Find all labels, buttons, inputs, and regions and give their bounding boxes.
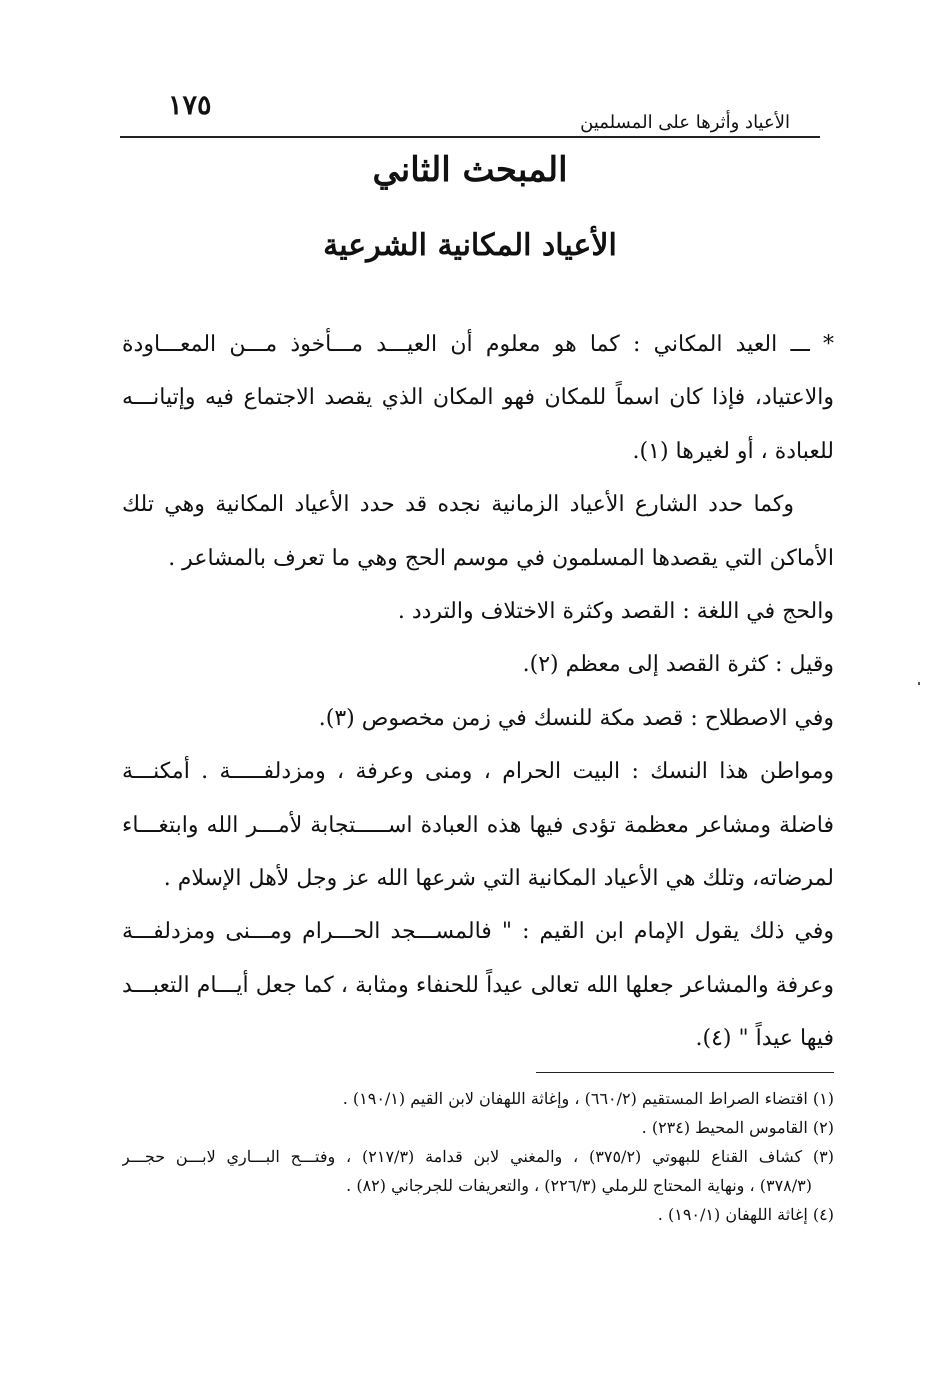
body-line: لمرضاته، وتلك هي الأعياد المكانية التي شرعها الله عز وجل لأهل الإسلام .: [163, 865, 834, 891]
body-line: للعبادة ، أو لغيرها (١).: [632, 438, 834, 464]
body-text: [122, 318, 834, 1065]
footnote: (٢) القاموس المحيط (٢٣٤) .: [641, 1118, 834, 1137]
body-line: والحج في اللغة : القصد وكثرة الاختلاف والتردد .: [397, 598, 834, 624]
running-head: الأعياد وأثرها على المسلمين: [580, 112, 790, 133]
footnote-separator: [536, 1072, 834, 1073]
footnote: (١) اقتضاء الصراط المستقيم (٦٦٠/٢) ، وإغاثة اللهفان لابن القيم (١٩٠/١) .: [342, 1089, 834, 1108]
scan-mark: [918, 682, 920, 685]
subsection-title: الأعياد المكانية الشرعية: [323, 228, 617, 263]
body-line: وكما حدد الشارع الأعياد الزمانية نجده قد حدد الأعياد المكانية وهي تلك: [122, 492, 794, 518]
header-rule: [120, 136, 820, 138]
footnote: (٤) إغاثة اللهفان (١٩٠/١) .: [657, 1205, 834, 1224]
body-line: ومواطن هذا النسك : البيت الحرام ، ومنى وعرفة ، ومزدلفـــــة . أمكنـــة: [122, 759, 834, 785]
page-header: [120, 88, 820, 138]
body-line: وفي ذلك يقول الإمام ابن القيم : " فالمســـجد الحـــرام ومـــنى ومزدلفـــة: [122, 919, 834, 945]
body-line: الأماكن التي يقصدها المسلمون في موسم الحج وهي ما تعرف بالمشاعر .: [168, 545, 834, 571]
body-line: والاعتياد، فإذا كان اسماً للمكان فهو المكان الذي يقصد الاجتماع فيه وإتيانـــه: [122, 385, 834, 411]
body-line: وفي الاصطلاح : قصد مكة للنسك في زمن مخصوص (٣).: [318, 705, 834, 731]
footnote: (٣) كشاف القناع للبهوتي (٣٧٥/٢) ، والمغني لابن قدامة (٢١٧/٣) ، وفتـــح البـــاري لابـــن حجـــر: [122, 1147, 834, 1166]
footnotes: [122, 1084, 834, 1229]
footnote: (٣٧٨/٣) ، ونهاية المحتاج للرملي (٢٢٦/٣) ، والتعريفات للجرجاني (٨٢) .: [346, 1176, 812, 1195]
page-number: ١٧٥: [168, 90, 212, 121]
section-title: المبحث الثاني: [372, 150, 568, 190]
body-line: فاضلة ومشاعر معظمة تؤدى فيها هذه العبادة اســـــتجابة لأمـــر الله وابتغـــاء: [122, 812, 834, 838]
body-line: * ـــ العيد المكاني : كما هو معلوم أن العيـــد مـــأخوذ مـــن المعـــاودة: [122, 332, 834, 357]
body-line: فيها عيداً " (٤).: [695, 1026, 834, 1052]
body-line: وقيل : كثرة القصد إلى معظم (٢).: [522, 652, 834, 678]
body-line: وعرفة والمشاعر جعلها الله تعالى عيداً للحنفاء ومثابة ، كما جعل أيـــام التعبـــد: [122, 972, 834, 998]
